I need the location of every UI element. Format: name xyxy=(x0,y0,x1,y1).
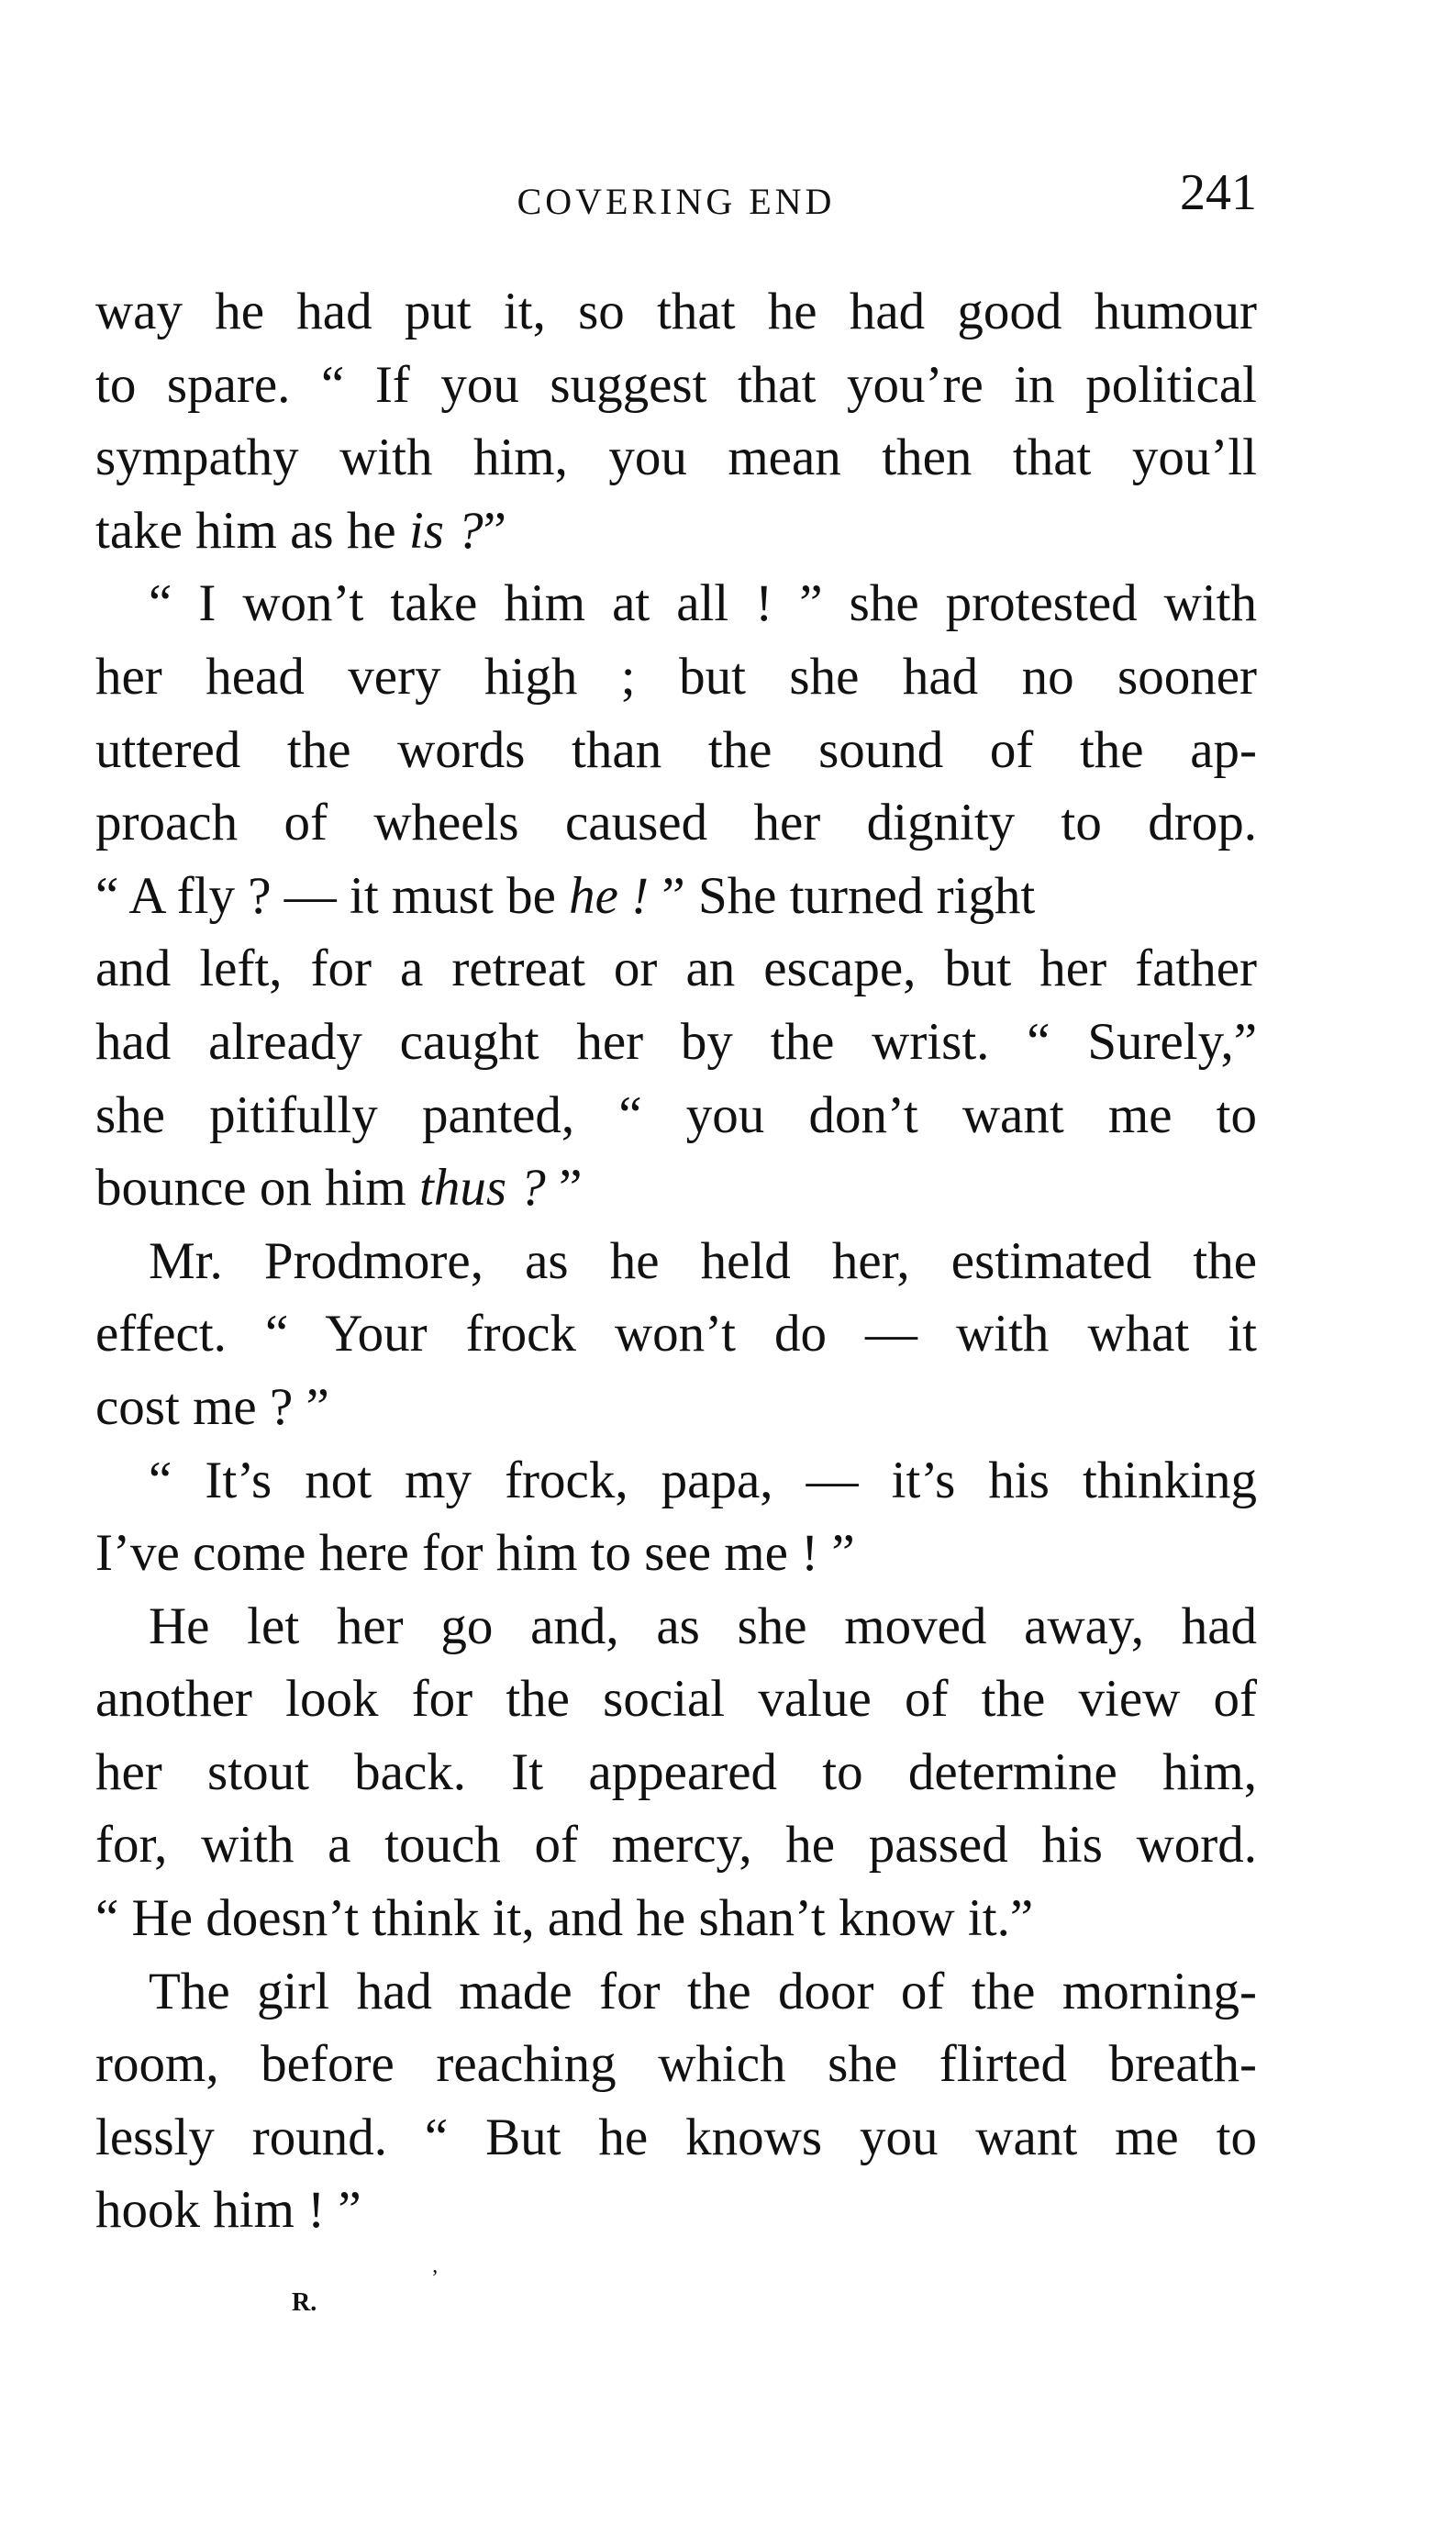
text-segment: ” xyxy=(545,1159,583,1218)
text-line: The girl had made for the door of the morning- xyxy=(149,1962,1257,2020)
running-title: COVERING END xyxy=(517,181,836,222)
text-line: her stout back. It appeared to determine him, xyxy=(95,1742,1257,1801)
page-number: 241 xyxy=(1180,164,1257,221)
text-segment: ” She turned right xyxy=(649,866,1036,925)
italic-text: thus ? xyxy=(419,1159,546,1218)
signature-mark: R. xyxy=(292,2288,317,2317)
text-line: “ It’s not my frock, papa, — it’s his thinking xyxy=(149,1451,1257,1509)
italic-text: is ? xyxy=(408,501,483,560)
text-line: cost me ? ” xyxy=(95,1377,329,1436)
stray-mark: ’ xyxy=(431,2266,439,2290)
text-segment: ” xyxy=(483,501,506,560)
text-line: to spare. “ If you suggest that you’re in political xyxy=(95,355,1257,414)
text-line: and left, for a retreat or an escape, but her father xyxy=(95,940,1257,998)
text-line: had already caught her by the wrist. “ Surely,” xyxy=(95,1012,1257,1071)
running-head xyxy=(95,163,1257,237)
text-line: I’ve come here for him to see me ! ” xyxy=(95,1524,855,1583)
body-text xyxy=(95,275,1257,2247)
text-line: another look for the social value of the view of xyxy=(95,1670,1257,1729)
italic-text: he ! xyxy=(569,866,650,925)
text-line: He let her go and, as she moved away, had xyxy=(149,1597,1257,1655)
text-line: she pitifully panted, “ you don’t want me to xyxy=(95,1085,1257,1144)
text-line: her head very high ; but she had no sooner xyxy=(95,647,1257,706)
text-segment: bounce on him xyxy=(95,1159,420,1218)
text-segment: take him as he xyxy=(95,501,409,560)
text-line: room, before reaching which she flirted breath- xyxy=(95,2035,1257,2094)
text-line: “ I won’t take him at all ! ” she protested with xyxy=(149,574,1257,633)
text-line xyxy=(95,495,1257,568)
text-line: hook him ! ” xyxy=(95,2181,361,2240)
text-line xyxy=(95,860,1257,933)
text-line: lessly round. “ But he knows you want me to xyxy=(95,2108,1257,2166)
text-line: effect. “ Your frock won’t do — with what it xyxy=(95,1305,1257,1363)
text-line: Mr. Prodmore, as he held her, estimated the xyxy=(149,1231,1257,1290)
text-line: “ He doesn’t think it, and he shan’t know it.” xyxy=(95,1889,1034,1948)
text-line: way he had put it, so that he had good humour xyxy=(95,283,1257,340)
text-line: sympathy with him, you mean then that you’ll xyxy=(95,428,1257,487)
text-line: for, with a touch of mercy, he passed his word. xyxy=(95,1816,1257,1875)
text-line xyxy=(95,1152,1257,1225)
text-line: proach of wheels caused her dignity to drop. xyxy=(95,794,1257,852)
text-line: uttered the words than the sound of the ap- xyxy=(95,720,1257,779)
text-segment: “ A fly ? — it must be xyxy=(95,866,570,925)
